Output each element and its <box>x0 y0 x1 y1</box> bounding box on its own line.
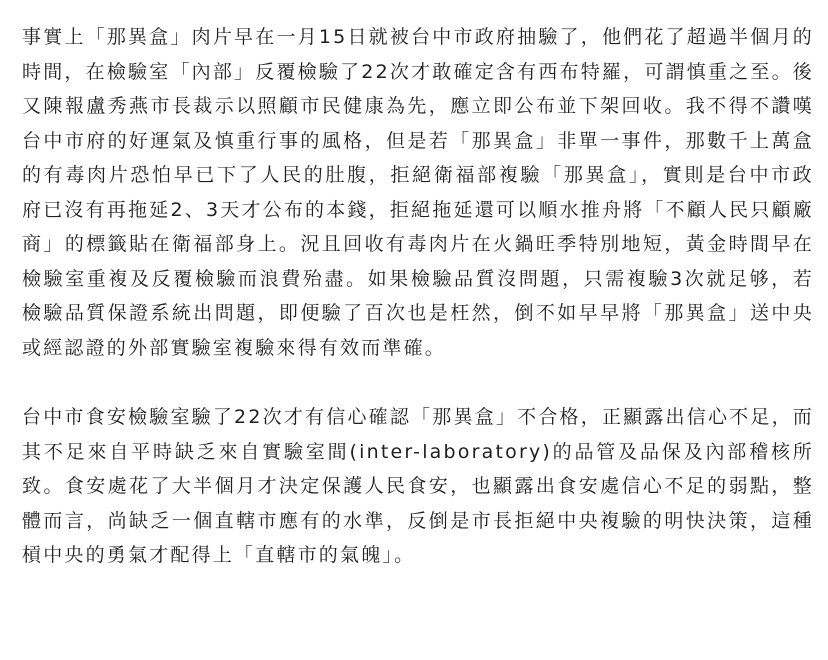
article-paragraph-1: 事實上「那異盒」肉片早在一月15日就被台中市政府抽驗了，他們花了超過半個月的時間，在檢驗室「內部」反覆檢驗了22次才敢確定含有西布特羅，可謂慎重之至。後又陳報盧秀燕市長裁示以照顧市民健康為先，應立即公布並下架回收。我不得不讚嘆台中市府的好運氣及慎重行事的風格，但是若「那異盒」非單一事件，那數千上萬盒的有毒肉片恐怕早已下了人民的肚腹，拒絕衛福部複驗「那異盒」，實則是台中市政府已沒有再拖延2、3天才公布的本錢，拒絕拖延還可以順水推舟將「不顧人民只顧廠商」的標籤貼在衛福部身上。況且回收有毒肉片在火鍋旺季特別地短，黃金時間早在檢驗室重複及反覆檢驗而浪費殆盡。如果檢驗品質沒問題，只需複驗3次就足够，若檢驗品質保證系統出問題，即便驗了百次也是枉然，倒不如早早將「那異盒」送中央或經認證的外部實驗室複驗來得有效而準確。 <box>22 26 814 359</box>
article-paragraph-2: 台中市食安檢驗室驗了22次才有信心確認「那異盒」不合格，正顯露出信心不足，而其不足來自平時缺乏來自實驗室間(inter-laboratory)的品管及品保及內部稽核所致。食安處花了大半個月才決定保護人民食安，也顯露出食安處信心不足的弱點，整體而言，尚缺乏一個直轄市應有的水準，反倒是市長拒絕中央複驗的明快決策，這種槓中央的勇氣才配得上「直轄市的氣魄」。 <box>22 406 814 566</box>
